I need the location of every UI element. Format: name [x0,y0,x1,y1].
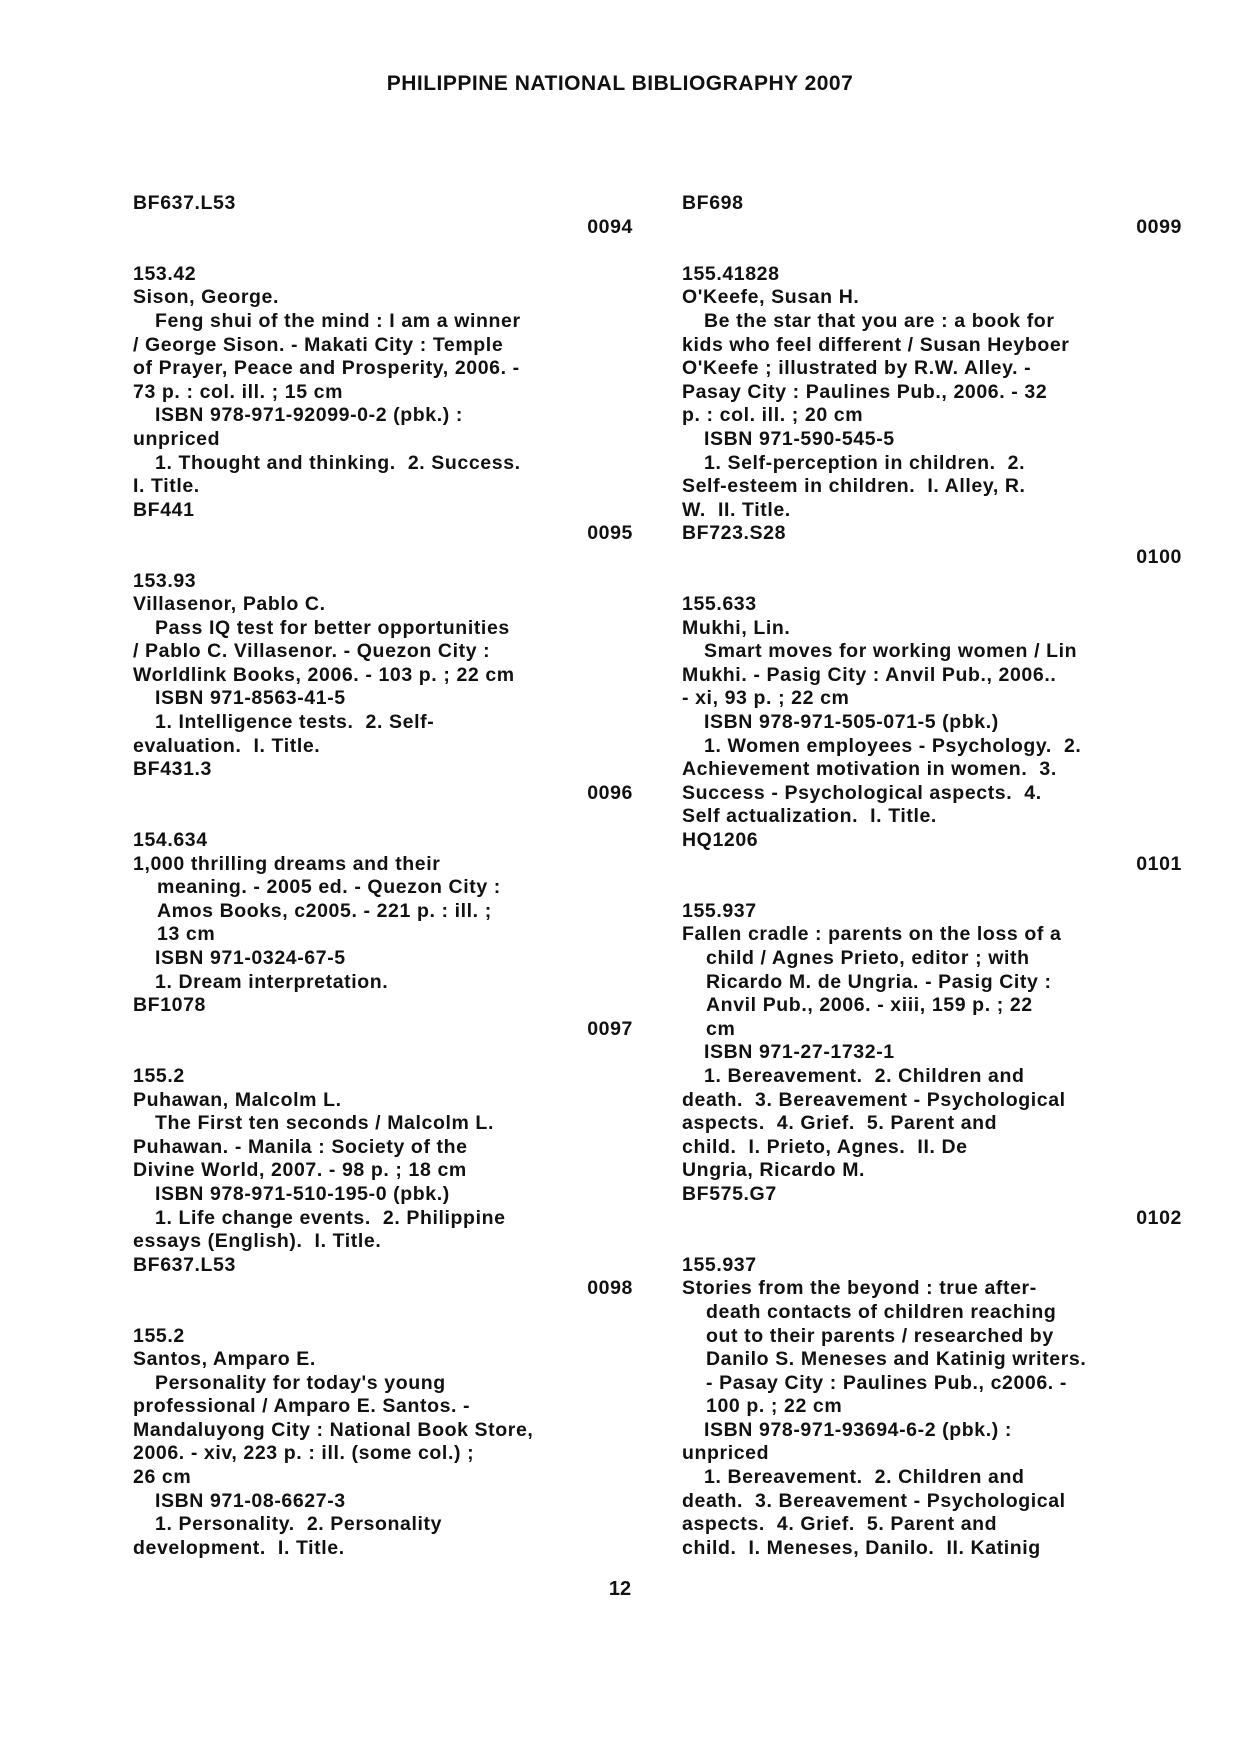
entry-line: 73 p. : col. ill. ; 15 cm [133,380,344,403]
entry-line: - xi, 93 p. ; 22 cm [682,687,850,710]
entry-line: Personality for today's young [155,1371,446,1394]
entry-line: Fallen cradle : parents on the loss of a [682,923,1062,946]
entry-line: 155.2 [133,1324,185,1347]
entry-line: 1. Thought and thinking. 2. Success. [155,451,521,474]
entry-number: 0101 [1136,852,1182,875]
entry-line: 1. Self-perception in children. 2. [704,451,1026,474]
entry-line: BF637.L53 [133,1253,236,1276]
entry-line: professional / Amparo E. Santos. - [133,1395,471,1418]
entry-number: 0099 [1136,215,1182,238]
entry-line: Achievement motivation in women. 3. [682,758,1057,781]
entry-line: Ungria, Ricardo M. [682,1159,866,1182]
entry-line: ISBN 978-971-93694-6-2 (pbk.) : [704,1418,1012,1441]
entry-line: 155.937 [682,899,757,922]
entry-line: 155.41828 [682,262,780,285]
entry-line: Sison, George. [133,286,280,309]
entry-line: HQ1206 [682,829,759,852]
entry-line: Villasenor, Pablo C. [133,593,326,616]
entry-line: child / Agnes Prieto, editor ; with [706,947,1030,969]
entry-number: 0095 [587,522,633,545]
entry-line: 153.93 [133,569,197,592]
entry-line: 154.634 [133,829,208,852]
entry-line: out to their parents / researched by [706,1324,1054,1347]
entry-line: 2006. - xiv, 223 p. : ill. (some col.) ; [133,1442,475,1465]
page-header-title: PHILIPPINE NATIONAL BIBLIOGRAPHY 2007 [386,72,854,95]
blank-line [133,1041,633,1065]
blank-line [682,1230,1182,1254]
bibliography-right-column [682,192,1182,1560]
blank-line [133,805,633,829]
entry-number: 0097 [587,1017,633,1040]
entry-line: W. II. Title. [682,498,791,521]
entry-line: / Pablo C. Villasenor. - Quezon City : [133,640,491,663]
entry-number: 0100 [1136,545,1182,568]
entry-line: ISBN 978-971-510-195-0 (pbk.) [155,1182,450,1205]
entry-line: Puhawan. - Manila : Society of the [133,1135,468,1158]
entry-line: BF575.G7 [682,1182,777,1205]
entry-line: Ricardo M. de Ungria. - Pasig City : [706,970,1052,993]
entry-line: 1. Women employees - Psychology. 2. [704,734,1082,757]
entry-line: ISBN 978-971-505-071-5 (pbk.) [704,711,999,734]
entry-line: death. 3. Bereavement - Psychological [682,1489,1066,1512]
entry-line: Self actualization. I. Title. [682,805,937,828]
entry-line: 155.633 [682,593,757,616]
entry-line: evaluation. I. Title. [133,734,321,757]
entry-line: Feng shui of the mind : I am a winner [155,309,521,332]
entry-line: 1. Dream interpretation. [155,970,389,993]
entry-line: Puhawan, Malcolm L. [133,1088,342,1111]
entry-line: p. : col. ill. ; 20 cm [682,404,864,427]
entry-line: Stories from the beyond : true after- [682,1277,1037,1300]
entry-line: BF637.L53 [133,192,236,214]
entry-line: Mukhi, Lin. [682,616,791,639]
entry-line: Mukhi. - Pasig City : Anvil Pub., 2006.. [682,663,1057,686]
entry-number: 0096 [587,781,633,804]
entry-line: - Pasay City : Paulines Pub., c2006. - [706,1371,1067,1394]
entry-line: 1. Intelligence tests. 2. Self- [155,711,435,734]
entry-line: Worldlink Books, 2006. - 103 p. ; 22 cm [133,663,515,686]
blank-line [682,239,1182,263]
blank-line [682,876,1182,900]
entry-line: O'Keefe ; illustrated by R.W. Alley. - [682,357,1032,380]
entry-line: 13 cm [157,923,216,946]
entry-line: BF698 [682,192,744,214]
entry-line: ISBN 971-27-1732-1 [704,1041,895,1064]
entry-line: child. I. Prieto, Agnes. II. De [682,1135,968,1158]
entry-line: Divine World, 2007. - 98 p. ; 18 cm [133,1159,467,1182]
blank-line [682,570,1182,594]
entry-line: kids who feel different / Susan Heyboer [682,333,1070,356]
entry-line: 1. Life change events. 2. Philippine [155,1206,506,1229]
entry-line: BF431.3 [133,758,212,781]
entry-line: cm [706,1017,736,1040]
entry-line: 1. Bereavement. 2. Children and [704,1466,1025,1489]
entry-line: Success - Psychological aspects. 4. [682,781,1042,804]
entry-line: BF441 [133,498,195,521]
entry-line: Mandaluyong City : National Book Store, [133,1418,534,1441]
entry-line: unpriced [682,1442,770,1465]
entry-number: 0098 [587,1277,633,1300]
entry-line: O'Keefe, Susan H. [682,286,860,309]
entry-line: Smart moves for working women / Lin [704,640,1078,663]
entry-line: Be the star that you are : a book for [704,309,1055,332]
entry-line: Pass IQ test for better opportunities [155,616,510,639]
entry-line: Anvil Pub., 2006. - xiii, 159 p. ; 22 [706,994,1033,1017]
entry-line: death. 3. Bereavement - Psychological [682,1088,1066,1111]
entry-line: death contacts of children reaching [706,1300,1057,1323]
entry-line: child. I. Meneses, Danilo. II. Katinig [682,1536,1041,1559]
entry-line: of Prayer, Peace and Prosperity, 2006. - [133,357,520,380]
entry-line: Danilo S. Meneses and Katinig writers. [706,1348,1087,1371]
entry-line: essays (English). I. Title. [133,1230,382,1253]
entry-line: 100 p. ; 22 cm [706,1395,843,1418]
entry-line: I. Title. [133,475,200,498]
entry-line: 26 cm [133,1466,192,1489]
blank-line [133,546,633,570]
entry-line: 1,000 thrilling dreams and their [133,852,441,875]
entry-line: ISBN 978-971-92099-0-2 (pbk.) : [155,404,463,427]
blank-line [133,1301,633,1325]
entry-line: Pasay City : Paulines Pub., 2006. - 32 [682,380,1048,403]
entry-line: Santos, Amparo E. [133,1348,316,1371]
bibliography-left-column [133,192,633,1560]
blank-line [133,239,633,263]
entry-line: 1. Personality. 2. Personality [155,1513,443,1536]
entry-number: 0094 [587,215,633,238]
entry-line: 1. Bereavement. 2. Children and [704,1064,1025,1087]
entry-line: The First ten seconds / Malcolm L. [155,1112,494,1135]
entry-line: ISBN 971-0324-67-5 [155,947,346,969]
entry-line: 153.42 [133,262,197,285]
entry-line: 155.937 [682,1253,757,1276]
entry-line: meaning. - 2005 ed. - Quezon City : [157,876,501,899]
entry-line: ISBN 971-8563-41-5 [155,687,346,710]
page-number: 12 [608,1578,632,1600]
entry-line: / George Sison. - Makati City : Temple [133,333,504,356]
entry-line: aspects. 4. Grief. 5. Parent and [682,1513,998,1536]
entry-line: BF723.S28 [682,522,787,545]
entry-line: unpriced [133,427,221,450]
entry-line: BF1078 [133,994,206,1017]
entry-line: 155.2 [133,1064,185,1087]
entry-number: 0102 [1136,1206,1182,1229]
entry-line: development. I. Title. [133,1536,345,1559]
entry-line: Self-esteem in children. I. Alley, R. [682,475,1026,498]
entry-line: ISBN 971-590-545-5 [704,427,895,450]
entry-line: Amos Books, c2005. - 221 p. : ill. ; [157,899,492,922]
entry-line: ISBN 971-08-6627-3 [155,1489,346,1512]
entry-line: aspects. 4. Grief. 5. Parent and [682,1112,998,1135]
